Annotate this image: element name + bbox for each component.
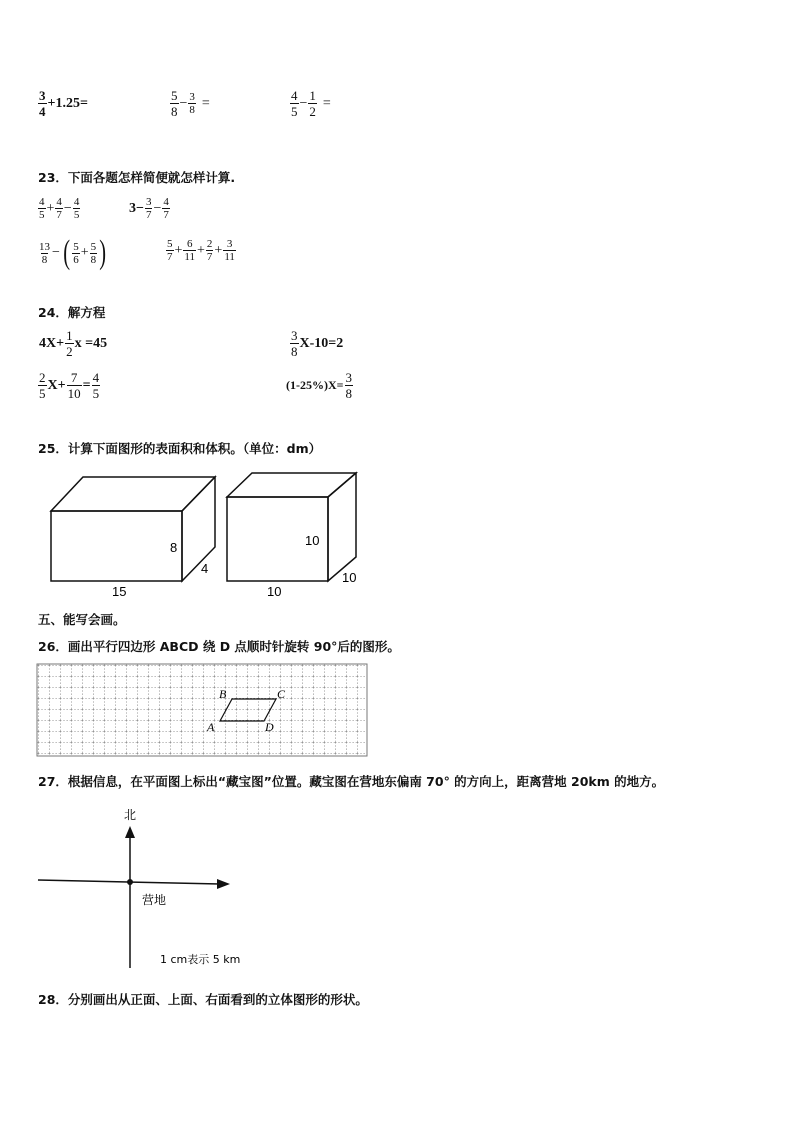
q24-equation-a <box>38 328 108 359</box>
q23-expr-c <box>38 236 108 270</box>
q23-expr-d <box>166 238 236 263</box>
fraction: $\frac{4}{5}$ <box>92 370 100 401</box>
q24-equation-c <box>38 370 100 401</box>
equals-sign: = <box>82 377 91 393</box>
calc-expr-2 <box>170 88 211 119</box>
equals-sign: = <box>201 95 210 111</box>
fraction: $\frac{4}{5}$ <box>291 88 298 119</box>
fraction: $\frac{7}{10}$ <box>67 370 81 401</box>
fraction: $\frac{1}{2}$ <box>309 88 316 119</box>
q24-equation-b <box>290 328 344 359</box>
operator: + <box>197 242 205 258</box>
operator: − <box>179 95 188 111</box>
fraction: $\frac{5}{8}$ <box>90 240 97 266</box>
right-paren: ) <box>99 234 107 271</box>
fraction: $\frac{2}{5}$ <box>39 370 46 401</box>
operator: − <box>299 95 308 111</box>
left-paren: ( <box>63 234 70 271</box>
section-5-title: 五、能写会画。 <box>38 612 126 627</box>
box1-depth-label: 4 <box>201 561 209 576</box>
question-26-title: 26．画出平行四边形 ABCD 绕 D 点顺时针旋转 90°后的图形。 <box>38 639 400 654</box>
operator: + <box>80 245 89 260</box>
fraction: $\frac{5}{7}$ <box>167 238 173 263</box>
cuboid-figures <box>40 465 380 605</box>
fraction: $\frac{5}{6}$ <box>73 240 79 266</box>
equals-sign: = <box>322 95 331 111</box>
east-arrow-icon <box>217 879 230 889</box>
north-arrow-icon <box>125 826 135 838</box>
fraction: $\frac{3}{8}$ <box>189 91 195 116</box>
point-c-label: C <box>277 687 286 701</box>
question-27-title: 27．根据信息，在平面图上标出“藏宝图”位置。藏宝图在营地东偏南 70° 的方向上，距离营地 20km 的地方。 <box>38 774 665 789</box>
calc-expr-3 <box>290 88 332 119</box>
equation-lead: (1-25%)X= <box>286 378 344 392</box>
question-28-title: 28．分别画出从正面、上面、右面看到的立体图形的形状。 <box>38 992 368 1007</box>
operator: + <box>46 200 55 216</box>
question-25-title: 25．计算下面图形的表面积和体积。（单位：dm） <box>38 441 322 456</box>
north-label: 北 <box>124 808 137 822</box>
question-23-title: 23．下面各题怎样简便就怎样计算. <box>38 170 236 185</box>
cuboid-1 <box>51 477 215 581</box>
camp-point <box>127 879 133 885</box>
operator: − <box>63 200 72 216</box>
operator: − <box>153 200 162 216</box>
point-a-label: A <box>207 720 215 734</box>
fraction: $\frac{3}{4}$ <box>39 88 46 119</box>
fraction: $\frac{1}{2}$ <box>66 328 73 359</box>
fraction: $\frac{3}{8}$ <box>291 328 298 359</box>
operator: − <box>52 245 60 260</box>
fraction: $\frac{3}{7}$ <box>145 196 152 221</box>
question-24-title: 24．解方程 <box>38 305 106 320</box>
calc-expr-1 <box>38 88 89 119</box>
fraction: $\frac{5}{8}$ <box>171 88 178 119</box>
camp-label: 营地 <box>142 893 167 907</box>
q24-equation-d <box>285 370 353 401</box>
fraction: $\frac{4}{5}$ <box>73 196 80 221</box>
point-d-label: D <box>265 720 274 734</box>
expr-lead: 3− <box>129 200 144 216</box>
equation-mid: X+ <box>47 377 66 393</box>
equation-rest: x =45 <box>74 335 108 351</box>
fraction: $\frac{2}{7}$ <box>206 238 213 263</box>
fraction: $\frac{4}{7}$ <box>163 196 169 221</box>
equation-rest: X-10=2 <box>299 335 344 351</box>
cube-2 <box>227 473 356 581</box>
fraction: $\frac{13}{8}$ <box>39 240 50 266</box>
point-b-label: B <box>219 687 227 701</box>
compass-diagram <box>36 800 266 972</box>
fraction: $\frac{3}{11}$ <box>224 238 235 263</box>
box1-length-label: 15 <box>112 584 127 599</box>
grid-area <box>37 664 367 756</box>
fraction: $\frac{6}{11}$ <box>184 238 195 263</box>
q23-expr-b <box>128 196 170 221</box>
operator: + <box>174 242 183 258</box>
box2-height-label: 10 <box>305 533 320 548</box>
box1-height-label: 8 <box>170 540 178 555</box>
fraction: $\frac{4}{7}$ <box>56 196 62 221</box>
dotted-grid <box>36 663 368 757</box>
q23-expr-a <box>38 196 80 221</box>
expr-rest: +1.25= <box>47 95 88 111</box>
fraction: $\frac{4}{5}$ <box>39 196 45 221</box>
operator: + <box>214 242 223 258</box>
box2-length-label: 10 <box>267 584 282 599</box>
box2-depth-label: 10 <box>342 570 357 585</box>
fraction: $\frac{3}{8}$ <box>345 370 352 401</box>
scale-label: 1 cm表示 5 km <box>160 953 241 966</box>
equation-lead: 4X+ <box>39 335 65 351</box>
